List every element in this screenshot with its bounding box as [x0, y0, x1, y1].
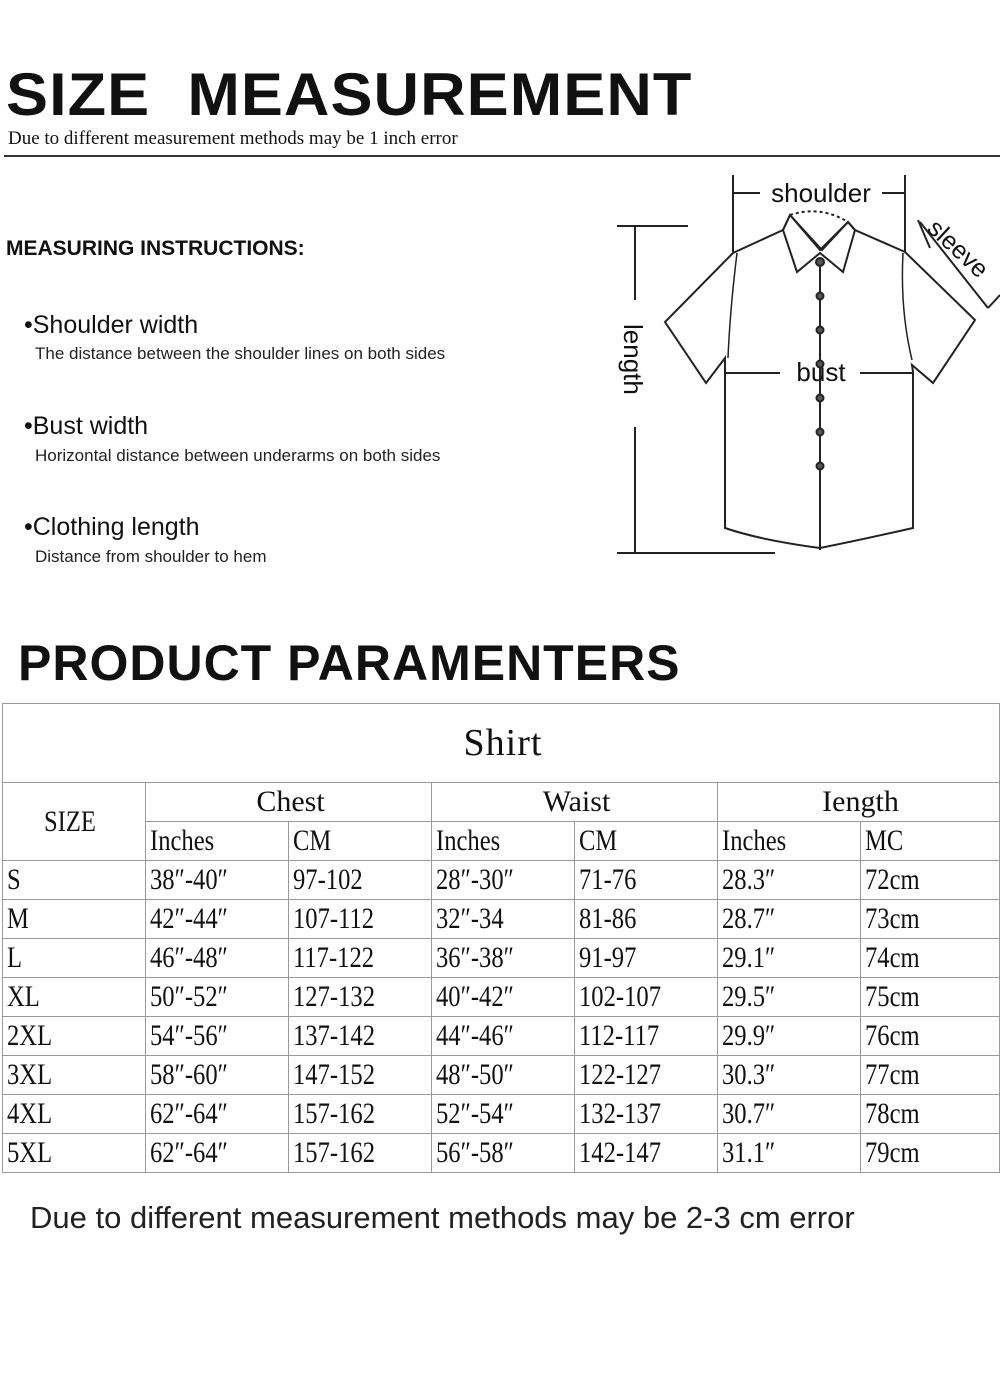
- instructions-heading: MEASURING INSTRUCTIONS:: [6, 237, 305, 260]
- size-table: [2, 703, 1000, 1173]
- table-row: L 46″-48″ 117-122 36″-38″ 91-97 29.1″ 74cm: [3, 939, 1000, 978]
- length-inches-header: Inches: [718, 822, 861, 861]
- sleeve-label: sleeve: [921, 213, 994, 284]
- length-label: length: [618, 324, 648, 395]
- instruction-shoulder-title: •Shoulder width: [24, 311, 199, 339]
- table-row: 3XL 58″-60″ 147-152 48″-50″ 122-127 30.3″ 77cm: [3, 1056, 1000, 1095]
- divider: [4, 155, 1000, 157]
- instruction-length-title: •Clothing length: [24, 513, 200, 541]
- shirt-diagram: [600, 160, 1000, 570]
- table-row: XL 50″-52″ 127-132 40″-42″ 102-107 29.5″ 75cm: [3, 978, 1000, 1017]
- length-cm-header: MC: [861, 822, 1000, 861]
- table-caption: Shirt: [3, 704, 1000, 783]
- error-footnote: Due to different measurement methods may be 2-3 cm error: [30, 1200, 855, 1235]
- chest-cm-header: CM: [289, 822, 432, 861]
- waist-cm-header: CM: [575, 822, 718, 861]
- table-row: S 38″-40″ 97-102 28″-30″ 71-76 28.3″ 72cm: [3, 861, 1000, 900]
- bust-label: bust: [796, 357, 846, 387]
- shoulder-label: shoulder: [771, 178, 871, 208]
- instruction-length-desc: Distance from shoulder to hem: [35, 547, 267, 566]
- table-row: 4XL 62″-64″ 157-162 52″-54″ 132-137 30.7″ 78cm: [3, 1095, 1000, 1134]
- table-row: M 42″-44″ 107-112 32″-34 81-86 28.7″ 73cm: [3, 900, 1000, 939]
- measurement-note: Due to different measurement methods may be 1 inch error: [8, 128, 458, 149]
- page-title: SIZE MEASUREMENT: [6, 61, 693, 128]
- chest-inches-header: Inches: [146, 822, 289, 861]
- table-row: 5XL 62″-64″ 157-162 56″-58″ 142-147 31.1″ 79cm: [3, 1134, 1000, 1173]
- chest-header: Chest: [146, 783, 432, 822]
- instruction-bust-desc: Horizontal distance between underarms on both sides: [35, 446, 441, 465]
- waist-header: Waist: [432, 783, 718, 822]
- waist-inches-header: Inches: [432, 822, 575, 861]
- table-row: 2XL 54″-56″ 137-142 44″-46″ 112-117 29.9″ 76cm: [3, 1017, 1000, 1056]
- instruction-bust-title: •Bust width: [24, 412, 149, 440]
- length-header: Iength: [718, 783, 1000, 822]
- instruction-shoulder-desc: The distance between the shoulder lines on both sides: [35, 344, 446, 363]
- product-section-title: PRODUCT PARAMENTERS: [18, 635, 681, 691]
- size-header: SIZE: [3, 783, 146, 861]
